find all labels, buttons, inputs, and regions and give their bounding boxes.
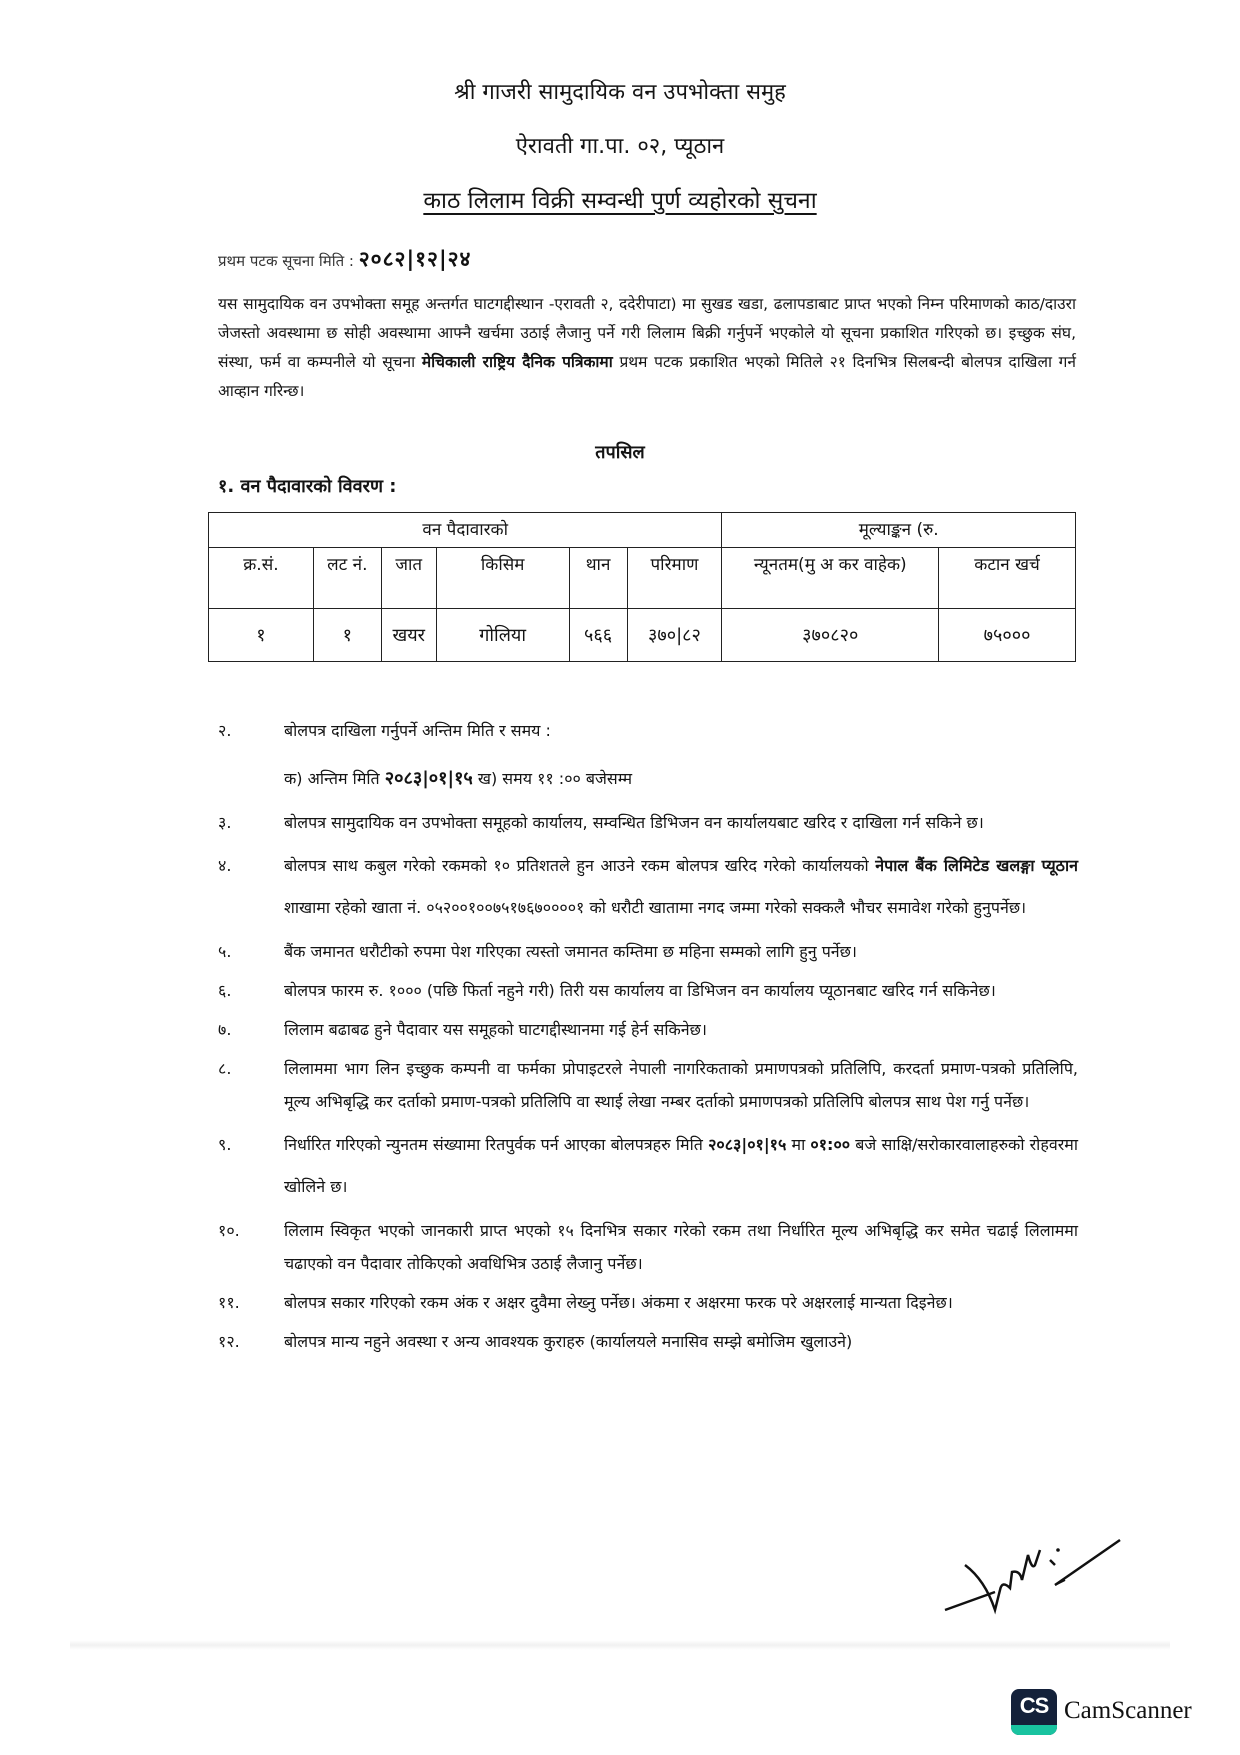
- list-item-10: [218, 1214, 1078, 1280]
- group-header-forest-product: वन पैदावारको: [209, 513, 722, 548]
- item-text-c: बजे साक्षि/सरोकारवालाहरुको रोहवरमा खोलिने छ।: [284, 1135, 1078, 1196]
- col-header-felling-cost: कटान खर्च: [939, 548, 1076, 609]
- camscanner-logo-icon: [1011, 1689, 1057, 1735]
- intro-paragraph: [218, 290, 1076, 406]
- account-number: ०५२००१००७५१७६७००००१: [426, 898, 585, 917]
- scan-shadow: [70, 1640, 1170, 1650]
- cell-type: गोलिया: [436, 609, 569, 662]
- list-item-6: [218, 974, 1078, 1007]
- item-number: ३.: [218, 813, 232, 832]
- group-header-valuation: मूल्याङ्कन (रु.: [722, 513, 1076, 548]
- notice-title-text: काठ लिलाम विक्री सम्वन्धी पुर्ण व्यहोरको सुचना: [423, 188, 817, 214]
- item-text: बोलपत्र फारम रु. १००० (पछि फिर्ता नहुने गरी) तिरी यस कार्यालय वा डिभिजन वन कार्यालय प्यूठानबाट खरिद गर्न सकिनेछ।: [284, 981, 996, 1000]
- deadline-time-label: ख) समय: [477, 769, 532, 788]
- camscanner-badge-text: CS: [1019, 1693, 1049, 1718]
- intro-part-2: प्रथम पटक प्रकाशित भएको मितिले २१ दिनभित्र सिलबन्दी बोलपत्र दाखिला गर्न आव्हान गरिन्छ।: [218, 353, 1077, 400]
- item-text-c: को धरौटी खातामा नगद जम्मा गरेको सक्कलै भौचर समावेश गरेको हुनुपर्नेछ।: [589, 898, 1027, 917]
- schedule-heading: तपसिल: [595, 442, 645, 463]
- table-row: [209, 609, 1076, 662]
- organization-name: श्री गाजरी सामुदायिक वन उपभोक्ता समुह: [454, 80, 786, 105]
- camscanner-badge-strip: [1011, 1725, 1057, 1735]
- section-1-title: १. वन पैदावारको विवरण :: [218, 476, 397, 497]
- camscanner-watermark: CamScanner: [1064, 1697, 1192, 1724]
- item-number: ६.: [218, 981, 232, 1000]
- col-header-species: जात: [381, 548, 436, 609]
- item-text: बोलपत्र मान्य नहुने अवस्था र अन्य आवश्यक कुराहरु (कार्यालयले मनासिव सम्झे बमोजिम खुलाउने): [284, 1332, 853, 1351]
- cell-pieces: ५६६: [569, 609, 627, 662]
- item-text: बैंक जमानत धरौटीको रुपमा पेश गरिएका त्यस्तो जमानत कम्तिमा छ महिना सम्मको लागि हुनु पर्नेछ।: [284, 942, 857, 961]
- deadline-details: [284, 758, 1078, 800]
- first-notice-date: [218, 245, 471, 273]
- item-text: बोलपत्र सकार गरिएको रकम अंक र अक्षर दुवैमा लेख्नु पर्नेछ। अंकमा र अक्षरमा फरक परे अक्षरलाई मान्यता दिइनेछ।: [284, 1293, 953, 1312]
- col-header-minimum-price: न्यूनतम(मु अ कर वाहेक): [722, 548, 939, 609]
- list-item-9: [218, 1124, 1078, 1208]
- item-text: लिलाममा भाग लिन इच्छुक कम्पनी वा फर्मका प्रोपाइटरले नेपाली नागरिकताको प्रमाणपत्रको प्रतिलिपि, करदर्ता प्रमाण-पत्रको प्रतिलिपि, मूल्य अभिबृद्धि कर दर्ताको प्रमाण-पत्रको प्रतिलिपि वा स्थाई लेखा नम्बर दर्ताको प्रमाणपत्रको प्रतिलिपि बोलपत्र साथ पेश गर्नु पर्नेछ।: [284, 1059, 1078, 1111]
- cell-species: खयर: [381, 609, 436, 662]
- item-number: २.: [218, 721, 232, 740]
- col-header-pieces: थान: [569, 548, 627, 609]
- item-text-a: निर्धारित गरिएको न्युनतम संख्यामा रितपुर्वक पर्न आएका बोलपत्रहरु मिति: [284, 1135, 703, 1154]
- cell-lot: १: [313, 609, 381, 662]
- item-number: ९.: [218, 1135, 232, 1154]
- cell-felling-cost: ७५०००: [939, 609, 1076, 662]
- item-number: ७.: [218, 1020, 232, 1039]
- list-item-5: [218, 935, 1078, 968]
- notice-title: [0, 183, 1240, 215]
- opening-time: ०१:००: [810, 1135, 851, 1154]
- list-item-8: [218, 1052, 1078, 1118]
- item-text-b: शाखामा रहेको खाता नं.: [284, 898, 422, 917]
- deadline-date-label: क) अन्तिम मिति: [284, 769, 380, 788]
- intro-part-1: यस सामुदायिक वन उपभोक्ता समूह अन्तर्गत घाटगद्दीस्थान -एरावती २, ददेरीपाटा) मा सुखड खडा, ढलापडाबाट प्राप्त भएको निम्न परिमाणको काठ/दाउरा जेजस्तो अवस्थामा छ सोही अवस्थामा आफ्नै खर्चमा उठाई लैजानु पर्ने गरी लिलाम बिक्री गर्नुपर्ने भएकोले यो सूचना प्रकाशित गरिएको छ। इच्छुक संघ, संस्था, फर्म वा कम्पनीले यो सूचना: [218, 295, 1076, 371]
- cell-serial: १: [209, 609, 314, 662]
- list-item-4: [218, 845, 1078, 929]
- col-header-lot: लट नं.: [313, 548, 381, 609]
- item-number: ८.: [218, 1059, 232, 1078]
- item-number: ५.: [218, 942, 232, 961]
- deadline-date-value: २०८३|०१|१५: [384, 768, 473, 789]
- list-item-7: [218, 1013, 1078, 1046]
- item-text-b: मा: [791, 1135, 806, 1154]
- table-header-row: [209, 548, 1076, 609]
- opening-date: २०८३|०१|१५: [708, 1135, 787, 1154]
- list-item-11: [218, 1286, 1078, 1319]
- item-number: १२.: [218, 1332, 240, 1351]
- item-number: ४.: [218, 856, 232, 875]
- cell-quantity: ३७०|८२: [627, 609, 722, 662]
- cell-minimum-price: ३७०८२०: [722, 609, 939, 662]
- notice-date-value: २०८२|१२|२४: [358, 247, 472, 271]
- deadline-time-value: ११ :०० बजेसम्म: [537, 769, 633, 788]
- table-group-header-row: [209, 513, 1076, 548]
- item-text-a: बोलपत्र साथ कबुल गरेको रकमको १० प्रतिशतले हुन आउने रकम बोलपत्र खरिद गरेको कार्यालयको: [284, 856, 869, 875]
- col-header-quantity: परिमाण: [627, 548, 722, 609]
- organization-address: ऐरावती गा.पा. ०२, प्यूठान: [515, 134, 725, 159]
- item-text: लिलाम स्विकृत भएको जानकारी प्राप्त भएको १५ दिनभित्र सकार गरेको रकम तथा निर्धारित मूल्य अभिबृद्धि कर समेत चढाई लिलाममा चढाएको वन पैदावार तोकिएको अवधिभित्र उठाई लैजानु पर्नेछ।: [284, 1221, 1078, 1273]
- list-item-2: [218, 710, 1078, 800]
- item-text: बोलपत्र सामुदायिक वन उपभोक्ता समूहको कार्यालय, सम्वन्धित डिभिजन वन कार्यालयबाट खरिद र दाखिला गर्न सकिने छ।: [284, 813, 984, 832]
- item-number: १०.: [218, 1221, 240, 1240]
- item-number: ११.: [218, 1293, 240, 1312]
- item-text: लिलाम बढाबढ हुने पैदावार यस समूहको घाटगद्दीस्थानमा गई हेर्न सकिनेछ।: [284, 1020, 707, 1039]
- col-header-serial: क्र.सं.: [209, 548, 314, 609]
- list-item-3: [218, 806, 1078, 839]
- forest-product-table: [208, 512, 1076, 662]
- list-item-12: [218, 1325, 1078, 1358]
- bank-name: नेपाल बैंक लिमिटेड खलङ्गा प्यूठान: [875, 856, 1078, 875]
- notice-date-label: प्रथम पटक सूचना मिति :: [218, 252, 354, 270]
- signature: [940, 1510, 1130, 1620]
- item-text: बोलपत्र दाखिला गर्नुपर्ने अन्तिम मिति र समय :: [284, 721, 551, 740]
- terms-list: [218, 710, 1078, 1358]
- intro-newspaper: मेचिकाली राष्ट्रिय दैनिक पत्रिकामा: [421, 353, 613, 371]
- col-header-type: किसिम: [436, 548, 569, 609]
